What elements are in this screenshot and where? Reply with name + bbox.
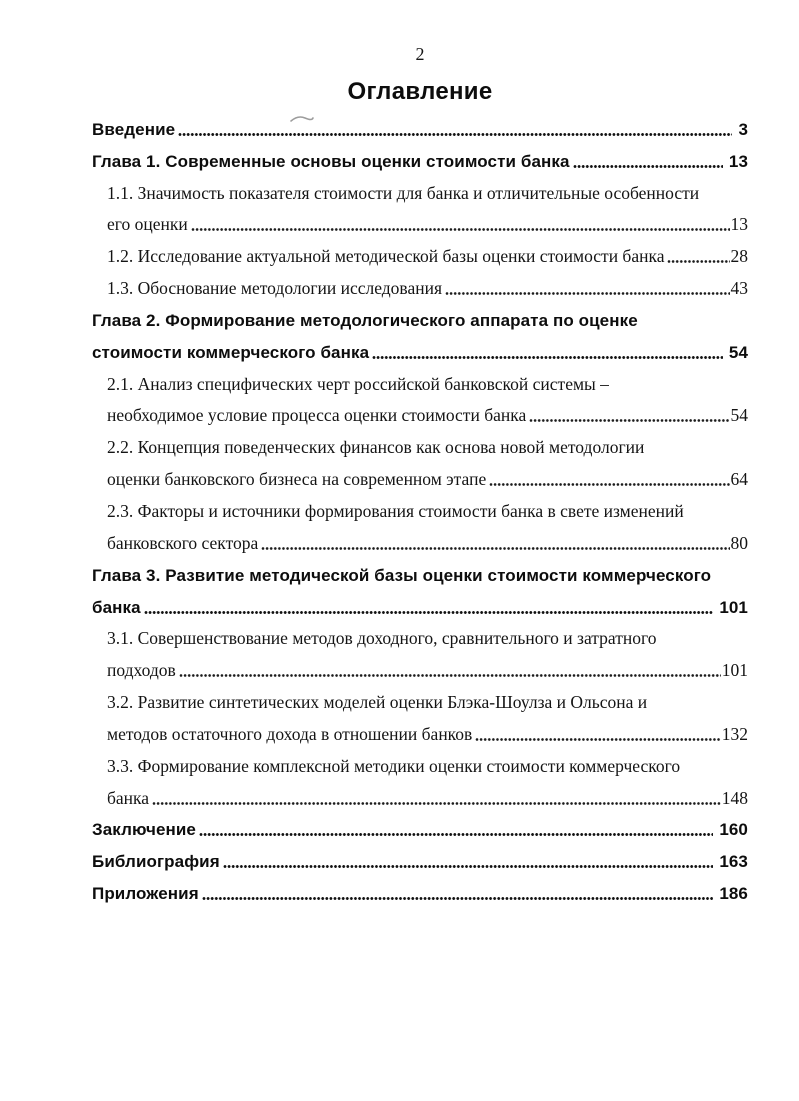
toc-entry-page: 13 [728, 151, 748, 171]
toc-leader-dots [475, 737, 720, 742]
toc-entry-text: Библиография [92, 852, 220, 872]
toc-entry-text: 2.3. Факторы и источники формирования стоимости банка в свете изменений [107, 500, 684, 521]
toc-entry-text: 1.1. Значимость показателя стоимости для банка и отличительные особенности [107, 182, 700, 203]
toc-entry-page: 160 [719, 820, 748, 840]
toc-entry [92, 172, 748, 204]
toc-entry [92, 522, 748, 554]
toc-leader-dots [372, 355, 723, 360]
toc-entry [92, 809, 748, 841]
toc-leader-dots [191, 227, 730, 232]
toc-entry [92, 713, 748, 745]
toc-entry-text: Заключение [92, 820, 196, 840]
toc-leader-dots [223, 864, 714, 869]
toc-entry-text: 3.3. Формирование комплексной методики оценки стоимости коммерческого [107, 755, 681, 776]
toc-entry [92, 649, 748, 681]
toc-list [92, 108, 748, 904]
toc-entry [92, 681, 748, 713]
toc-leader-dots [202, 896, 714, 901]
toc-entry [92, 204, 748, 236]
toc-entry-text: Введение [92, 119, 176, 139]
toc-leader-dots [178, 132, 732, 137]
toc-entry-text: оценки банковского бизнеса на современном этапе [107, 469, 487, 490]
toc-entry-text: Глава 1. Современные основы оценки стоимости банка [92, 151, 570, 171]
toc-leader-dots [144, 610, 714, 615]
toc-entry-text: банка [92, 597, 141, 617]
toc-entry-text: методов остаточного дохода в отношении банков [107, 723, 473, 744]
toc-entry-text: подходов [107, 660, 176, 681]
toc-leader-dots [667, 259, 729, 264]
toc-entry-page: 148 [721, 787, 748, 808]
toc-entry [92, 140, 748, 172]
page-number: 2 [415, 44, 425, 64]
toc-entry [92, 554, 748, 586]
toc-leader-dots [445, 291, 729, 296]
toc-entry-page: 80 [730, 532, 748, 553]
toc-entry-text: стоимости коммерческого банка [92, 342, 370, 362]
toc-entry [92, 426, 748, 458]
toc-entry [92, 108, 748, 140]
toc-entry-text: 2.1. Анализ специфических черт российской банковской системы – [107, 373, 609, 394]
toc-entry-page: 132 [721, 723, 748, 744]
toc-entry [92, 618, 748, 650]
toc-entry [92, 745, 748, 777]
toc-leader-dots [573, 164, 723, 169]
toc-entry-page: 64 [730, 469, 748, 490]
toc-leader-dots [152, 801, 721, 806]
toc-entry-page: 54 [728, 342, 748, 362]
toc-entry-text: его оценки [107, 214, 188, 235]
toc-entry-page: 101 [719, 597, 748, 617]
toc-entry [92, 395, 748, 427]
toc-entry-text: 3.2. Развитие синтетических моделей оценки Блэка-Шоулза и Ольсона и [107, 692, 648, 713]
toc-entry-page: 186 [719, 884, 748, 904]
toc-entry [92, 777, 748, 809]
toc-entry-page: 43 [730, 278, 748, 299]
toc-entry [92, 363, 748, 395]
toc-entry [92, 299, 748, 331]
toc-entry-page: 54 [730, 405, 748, 426]
toc-entry [92, 267, 748, 299]
toc-entry-text: необходимое условие процесса оценки стоимости банка [107, 405, 527, 426]
toc-entry-text: банка [107, 787, 150, 808]
toc-entry [92, 331, 748, 363]
toc-entry [92, 872, 748, 904]
toc-entry-text: 3.1. Совершенствование методов доходного, сравнительного и затратного [107, 628, 657, 649]
toc-entry-text: 2.2. Концепция поведенческих финансов как основа новой методологии [107, 437, 645, 458]
toc-entry [92, 235, 748, 267]
toc-leader-dots [179, 673, 721, 678]
toc-entry-text: 1.2. Исследование актуальной методической базы оценки стоимости банка [107, 246, 665, 267]
toc-entry-text: Приложения [92, 884, 199, 904]
toc-entry-text: Глава 2. Формирование методологического аппарата по оценке [92, 310, 638, 330]
toc-entry-page: 3 [738, 119, 748, 139]
toc-entry-text: Глава 3. Развитие методической базы оценки стоимости коммерческого [92, 565, 712, 585]
toc-entry-text: банковского сектора [107, 532, 259, 553]
toc-entry [92, 458, 748, 490]
toc-leader-dots [489, 482, 729, 487]
toc-entry-text: 1.3. Обоснование методологии исследования [107, 278, 443, 299]
toc-title: Оглавление [347, 78, 493, 105]
toc-leader-dots [261, 546, 729, 551]
toc-entry-page: 28 [730, 246, 748, 267]
toc-entry-page: 101 [721, 660, 748, 681]
toc-entry [92, 490, 748, 522]
toc-leader-dots [199, 832, 713, 837]
toc-leader-dots [529, 418, 729, 423]
toc-entry-page: 13 [730, 214, 748, 235]
toc-entry [92, 586, 748, 618]
toc-entry-page: 163 [719, 852, 748, 872]
toc-entry [92, 840, 748, 872]
